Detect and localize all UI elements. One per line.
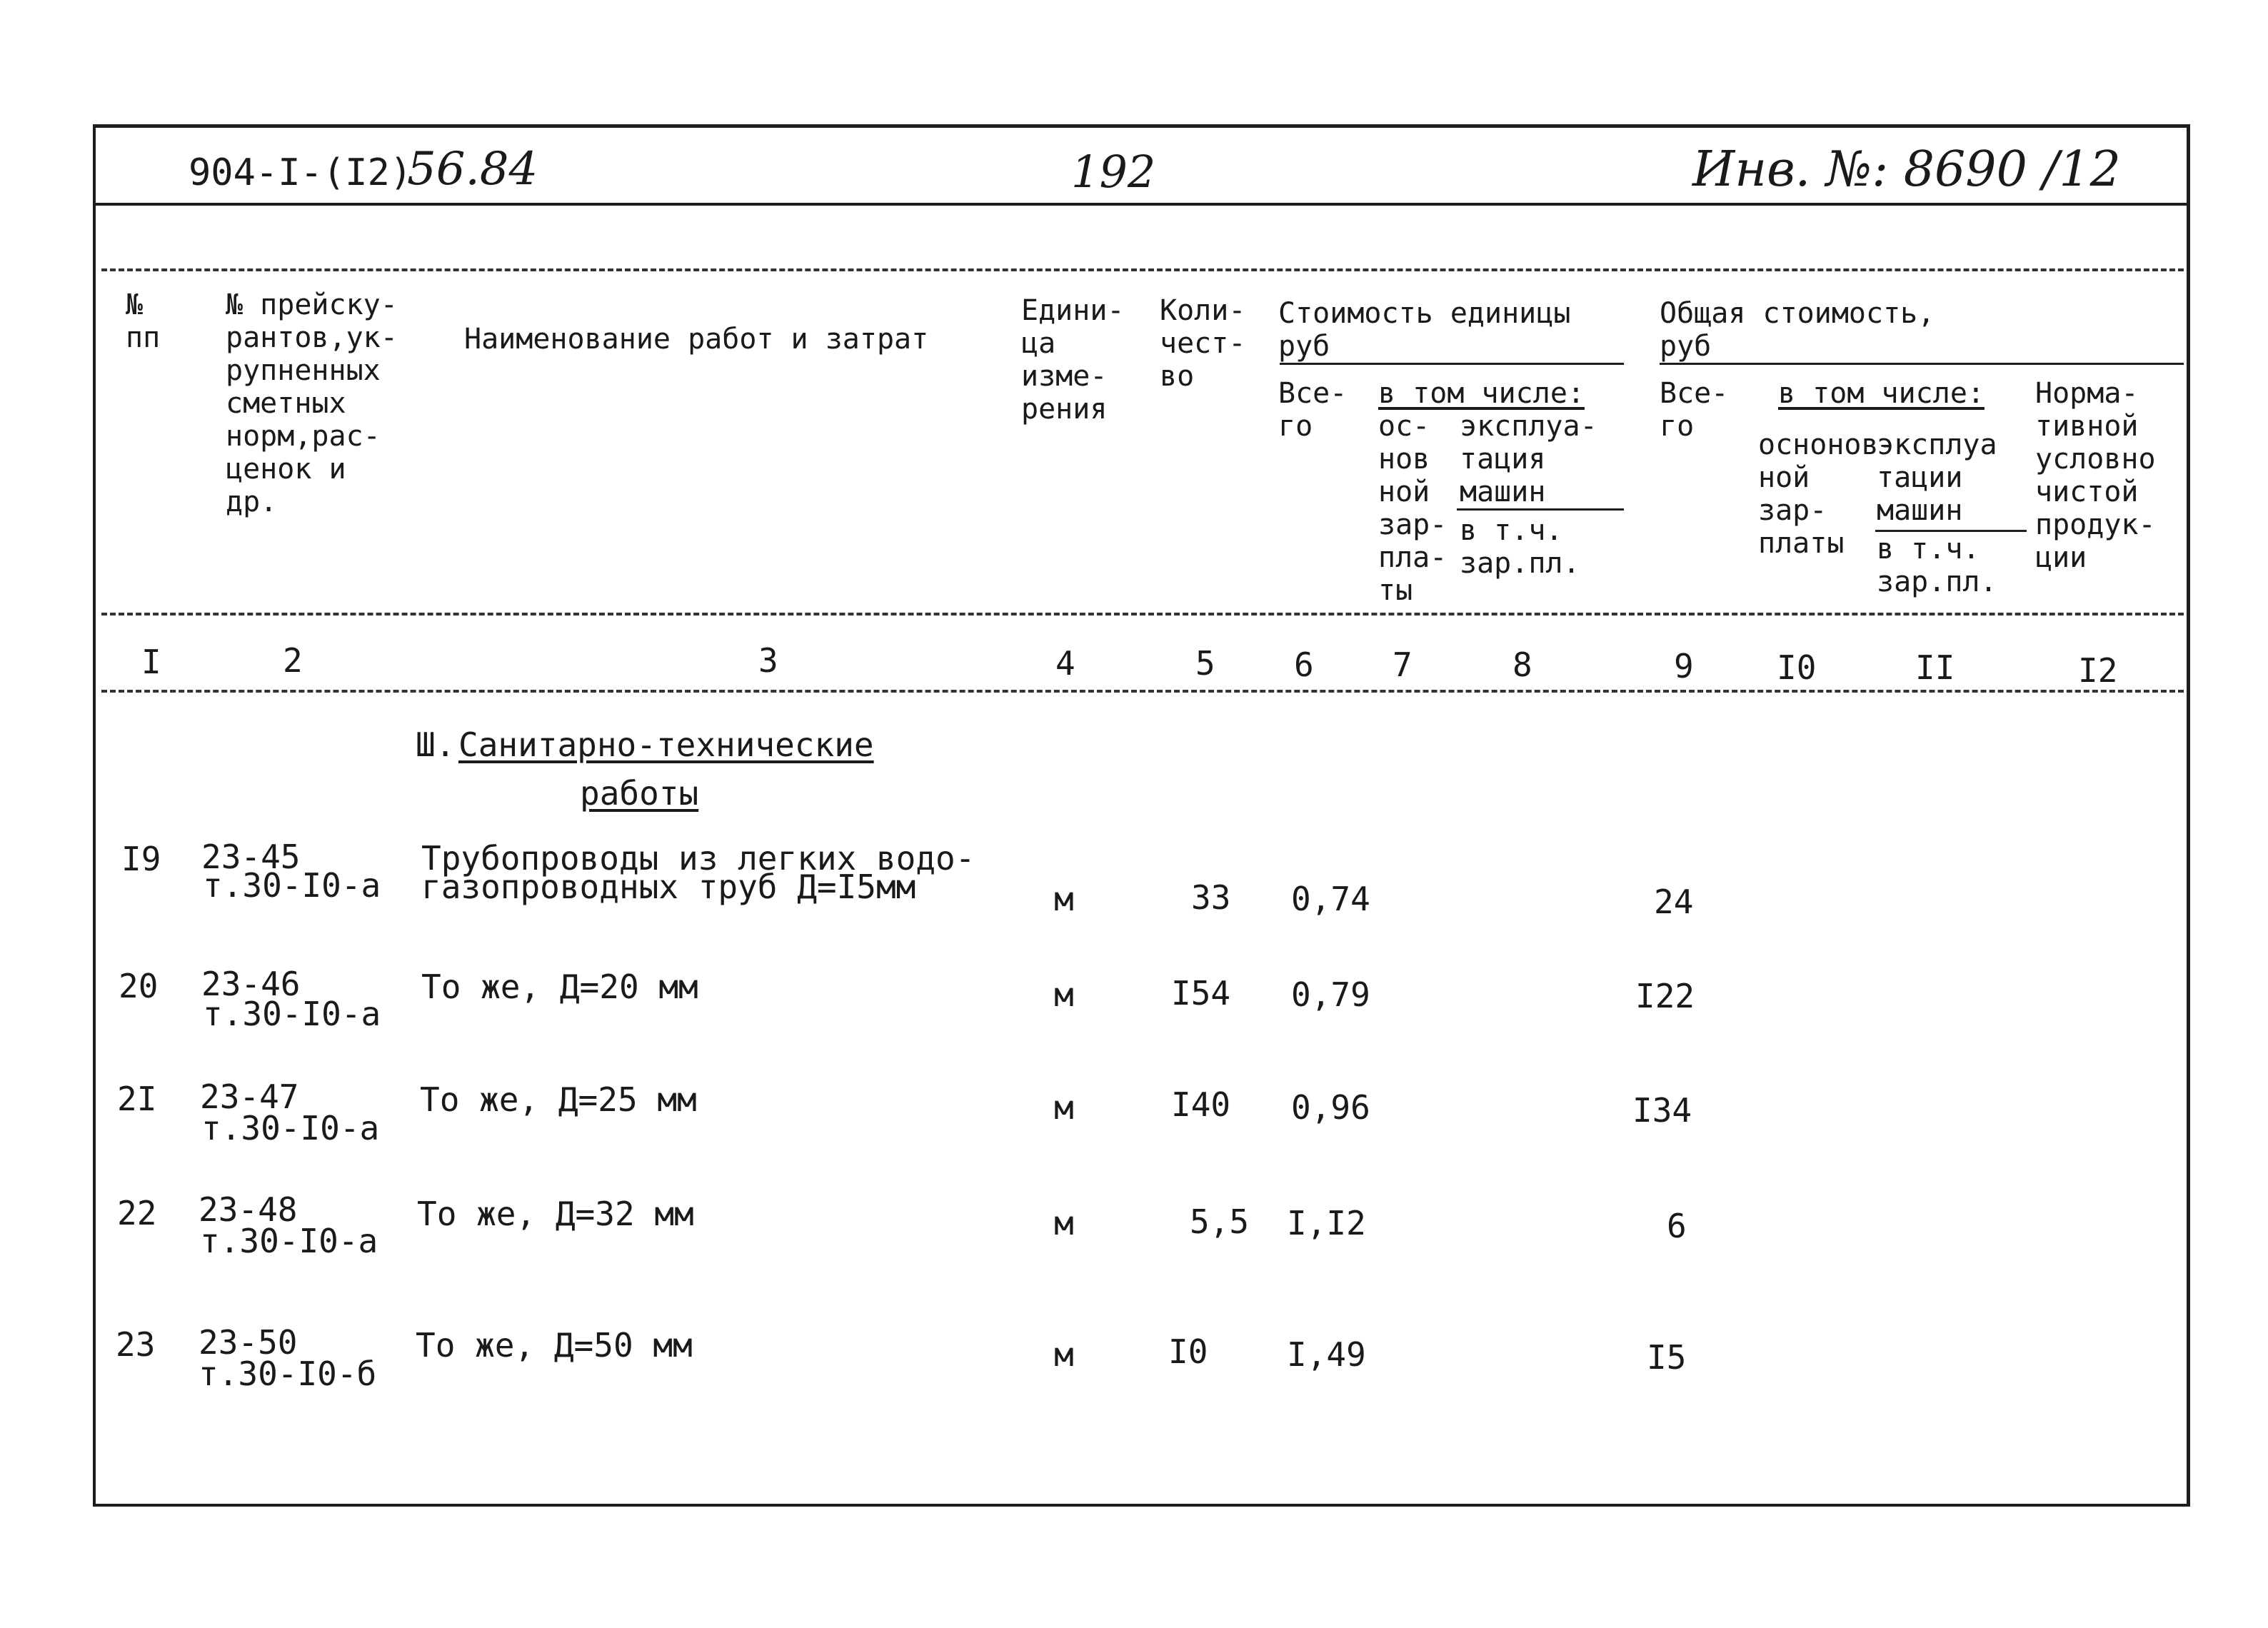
header-total-cost: Общая стоимость, руб <box>1660 297 1935 363</box>
header-normative-output: Норма- тивной условно чистой продук- ции <box>2035 377 2156 574</box>
row-quantity: 5,5 <box>1190 1202 1250 1241</box>
row-unit-price: 0,96 <box>1291 1088 1370 1127</box>
inventory-number: Инв. №: 8690 /12 <box>1692 141 2121 198</box>
row-unit: м <box>1054 1088 1074 1127</box>
header-unit-cost: Стоимость единицы руб <box>1278 297 1571 363</box>
column-number: 3 <box>758 641 778 680</box>
row-code-table: т.30-I0-а <box>203 866 381 905</box>
row-code-table: т.30-I0-а <box>200 1222 378 1260</box>
header-unit-cost-base-wage: ос- нов ной зар- пла- ты <box>1378 410 1447 607</box>
header-total-machines: эксплуа тации машин <box>1877 428 1997 527</box>
header-work-name: Наименование работ и затрат <box>464 323 929 356</box>
section-prefix: Ш. <box>416 725 456 764</box>
row-number: I9 <box>121 840 161 878</box>
row-code: 23-50 <box>199 1323 298 1362</box>
header-total-machines-rule <box>1875 530 2027 532</box>
column-number: 4 <box>1055 644 1075 683</box>
column-number: 2 <box>283 641 303 680</box>
row-unit: м <box>1054 975 1074 1014</box>
header-pricelist-number: № прейску- рантов,ук- рупненных сметных норм,рас- ценок и др. <box>226 288 398 518</box>
row-total: I34 <box>1632 1091 1692 1130</box>
column-number: 9 <box>1674 647 1694 685</box>
row-name: Трубопроводы из легких водо- <box>421 839 975 878</box>
row-total: 24 <box>1654 883 1694 921</box>
header-quantity: Коли- чест- во <box>1160 294 1246 393</box>
row-code: 23-46 <box>201 965 301 1003</box>
column-number: 8 <box>1512 645 1532 684</box>
header-total-cost-incl: в том числе: <box>1778 377 1985 410</box>
row-name: То же, Д=25 мм <box>420 1080 697 1119</box>
row-code-table: т.30-I0-а <box>203 995 381 1033</box>
header-unit: Едини- ца изме- рения <box>1021 294 1125 426</box>
table-top-rule <box>101 268 2184 271</box>
page-number: 192 <box>1071 146 1156 198</box>
frame-top-border <box>93 124 2189 128</box>
row-unit-price: I,I2 <box>1287 1204 1366 1242</box>
column-number: I0 <box>1777 648 1817 687</box>
header-bottom-rule <box>101 613 2184 615</box>
row-quantity: I0 <box>1168 1332 1208 1371</box>
row-total: I22 <box>1635 977 1695 1015</box>
column-numbers-rule <box>101 690 2184 693</box>
row-unit-price: 0,79 <box>1291 975 1370 1014</box>
row-code: 23-48 <box>199 1190 298 1229</box>
header-unit-cost-machines-wage: в т.ч. зар.пл. <box>1460 514 1580 580</box>
row-total: 6 <box>1667 1207 1687 1245</box>
row-unit: м <box>1054 880 1074 918</box>
handwritten-code: 56.84 <box>407 143 538 196</box>
header-unit-cost-machines: эксплуа- тация машин <box>1460 410 1597 508</box>
header-total-machines-wage: в т.ч. зар.пл. <box>1877 533 1997 598</box>
section-title-line2: работы <box>580 774 699 813</box>
row-number: 22 <box>117 1194 157 1232</box>
header-unit-cost-rule <box>1280 363 1624 365</box>
project-code: 904-I-(I2) <box>189 151 413 194</box>
header-unit-cost-total: Все- го <box>1278 377 1348 443</box>
row-name: То же, Д=50 мм <box>416 1326 693 1365</box>
frame-header-divider <box>93 203 2189 206</box>
frame-bottom-border <box>93 1504 2189 1507</box>
column-number: II <box>1915 648 1955 687</box>
row-number: 23 <box>116 1325 156 1364</box>
row-code: 23-45 <box>201 838 301 876</box>
column-number: 6 <box>1294 645 1314 684</box>
row-unit: м <box>1054 1204 1074 1242</box>
row-unit-price: I,49 <box>1287 1335 1366 1374</box>
row-quantity: 33 <box>1191 878 1231 917</box>
header-total-cost-total: Все- го <box>1660 377 1729 443</box>
header-total-base-wage: оснонов- ной зар- платы <box>1758 428 1896 560</box>
column-number: I <box>141 643 161 681</box>
row-quantity: I54 <box>1171 974 1231 1013</box>
column-number: I2 <box>2078 651 2118 690</box>
row-name: То же, Д=20 мм <box>421 968 698 1006</box>
row-name: То же, Д=32 мм <box>417 1195 694 1233</box>
row-code-table: т.30-I0-б <box>199 1355 377 1393</box>
row-unit-price: 0,74 <box>1291 880 1370 918</box>
row-code: 23-47 <box>200 1077 299 1116</box>
row-name-line2: газопроводных труб Д=I5мм <box>421 868 916 906</box>
frame-right-border <box>2187 124 2190 1507</box>
row-number: 2I <box>117 1080 157 1118</box>
section-title: Санитарно-технические <box>458 725 874 764</box>
column-number: 7 <box>1393 645 1413 684</box>
header-unit-cost-machines-rule <box>1457 508 1624 511</box>
row-code-table: т.30-I0-а <box>201 1109 380 1147</box>
row-quantity: I40 <box>1171 1085 1231 1124</box>
column-number: 5 <box>1195 644 1215 683</box>
row-unit: м <box>1054 1335 1074 1374</box>
header-row-number: № пп <box>126 288 161 354</box>
frame-left-border <box>93 124 96 1507</box>
header-total-cost-rule <box>1660 363 2184 365</box>
header-unit-cost-incl: в том числе: <box>1378 377 1585 410</box>
row-total: I5 <box>1647 1338 1687 1377</box>
row-number: 20 <box>119 967 159 1005</box>
